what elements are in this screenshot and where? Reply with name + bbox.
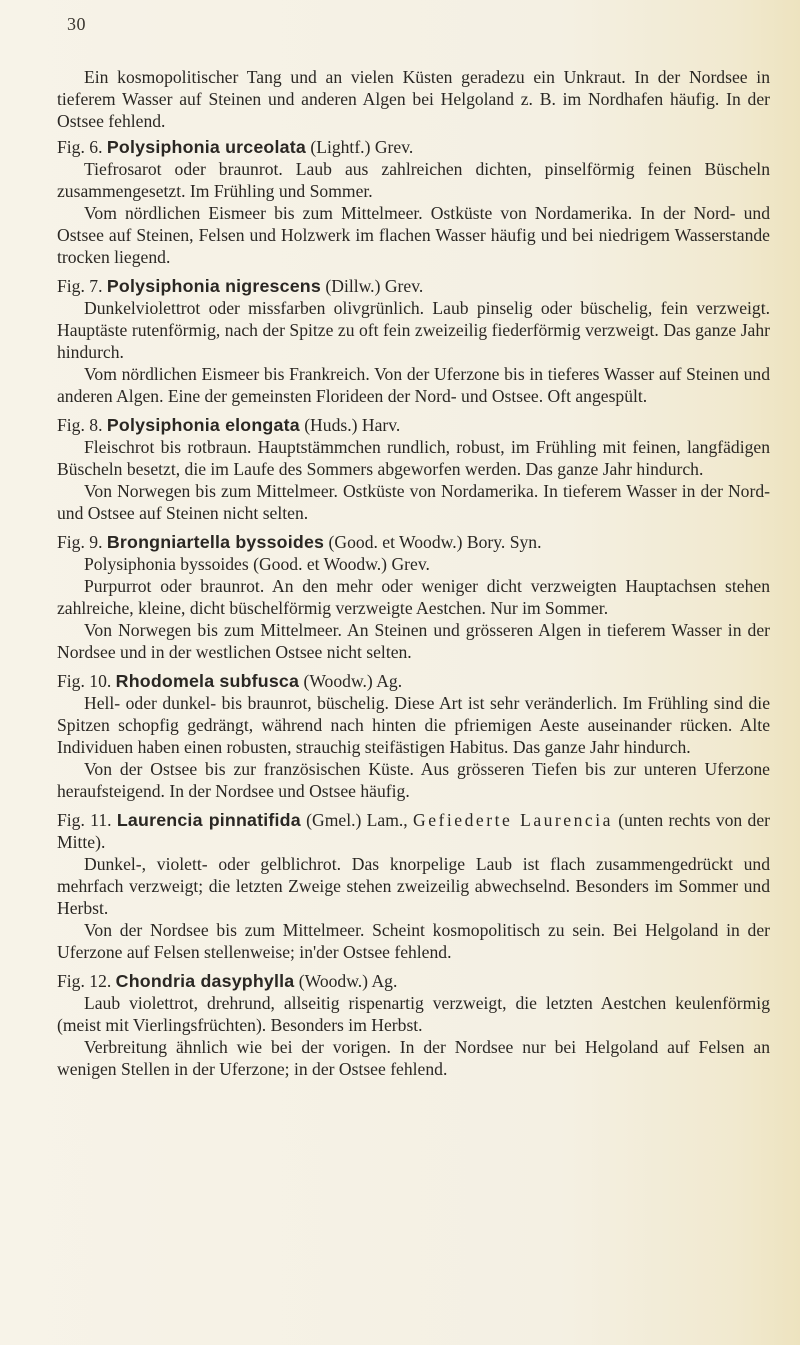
intro-paragraph: Ein kosmopolitischer Tang und an vielen Küsten geradezu ein Unkraut. In der Nordsee in tieferem Wasser auf Steinen und anderen Algen bei Helgoland z. B. im Nordhafen häufig. In der Ostsee fehlend. (57, 67, 770, 131)
species-authority: (Woodw.) Ag. (303, 671, 403, 691)
entry-heading (57, 531, 770, 553)
figure-number: Fig. 10. (57, 671, 112, 691)
distribution-paragraph: Vom nördlichen Eismeer bis Frankreich. Von der Uferzone bis in tieferes Wasser auf Steinen und anderen Algen. Eine der gemeinsten Florideen der Nord- und Ostsee. Oft angespült. (57, 364, 770, 406)
distribution-paragraph: Von der Ostsee bis zur französischen Küste. Aus grösseren Tiefen bis zur unteren Uferzone heraufsteigend. In der Nordsee und Ostsee häufig. (57, 759, 770, 801)
species-authority: (Woodw.) Ag. (298, 971, 398, 991)
species-authority: (Gmel.) Lam., (306, 810, 408, 830)
entry-heading (57, 970, 770, 992)
figure-number: Fig. 11. (57, 810, 112, 830)
entry-heading (57, 136, 770, 158)
entry-fig-11 (57, 809, 770, 963)
figure-number: Fig. 6. (57, 137, 103, 157)
common-name: Gefiederte Laurencia (413, 810, 613, 830)
figure-position-note: (unten rechts von der Mitte). (57, 810, 770, 852)
entry-heading (57, 670, 770, 692)
figure-number: Fig. 9. (57, 532, 103, 552)
species-name: Rhodomela subfusca (115, 671, 300, 691)
species-name: Polysiphonia nigrescens (106, 276, 321, 296)
distribution-paragraph: Verbreitung ähnlich wie bei der vorigen. In der Nordsee nur bei Helgoland auf Felsen an wenigen Stellen in der Uferzone; in der Ostsee fehlend. (57, 1037, 770, 1079)
page-number: 30 (67, 14, 86, 34)
entry-heading (57, 809, 770, 853)
description-paragraph: Purpurrot oder braunrot. An den mehr oder weniger dicht verzweigten Hauptachsen stehen zahlreiche, kleine, dicht büschelförmig verzweigte Aestchen. Nur im Sommer. (57, 576, 770, 618)
entry-fig-12 (57, 970, 770, 1080)
description-paragraph: Fleischrot bis rotbraun. Hauptstämmchen rundlich, robust, im Frühling mit feinen, langfädigen Büscheln besetzt, die im Laufe des Sommers abgeworfen werden. Das ganze Jahr hindurch. (57, 437, 770, 479)
entry-fig-6 (57, 136, 770, 268)
distribution-paragraph: Von Norwegen bis zum Mittelmeer. An Steinen und grösseren Algen in tieferem Wasser in der Nordsee und in der westlichen Ostsee nicht selten. (57, 620, 770, 662)
distribution-paragraph: Von der Nordsee bis zum Mittelmeer. Scheint kosmopolitisch zu sein. Bei Helgoland in der Uferzone auf Felsen stellenweise; in'der Ostsee fehlend. (57, 920, 770, 962)
description-paragraph: Laub violettrot, drehrund, allseitig rispenartig verzweigt, die letzten Aestchen keulenförmig (meist mit Vierlingsfrüchten). Besonders im Herbst. (57, 993, 770, 1035)
description-paragraph: Hell- oder dunkel- bis braunrot, büschelig. Diese Art ist sehr veränderlich. Im Frühling sind die Spitzen schopfig gedrängt, während nach hinten die pfriemigen Aeste auseinander rücken. Alte Individuen haben einen robusten, strauchig steifästigen Habitus. Das ganze Jahr hindurch. (57, 693, 770, 757)
species-authority: (Good. et Woodw.) Bory. Syn. (328, 532, 542, 552)
distribution-paragraph: Vom nördlichen Eismeer bis zum Mittelmeer. Ostküste von Nordamerika. In der Nord- und Ostsee auf Steinen, Felsen und Holzwerk im flachen Wasser häufig und bei niedrigem Wasserstande trocken liegend. (57, 203, 770, 267)
page-body (57, 66, 770, 1080)
species-name: Brongniartella byssoides (106, 532, 325, 552)
description-paragraph: Dunkelviolettrot oder missfarben olivgrünlich. Laub pinselig oder büschelig, fein verzweigt. Hauptäste rutenförmig, nach der Spitze zu oft fein zweizeilig fiederförmig verzweigt. Das ganze Jahr hindurch. (57, 298, 770, 362)
species-name: Chondria dasyphylla (115, 971, 295, 991)
entry-fig-8 (57, 414, 770, 524)
species-authority: (Dillw.) Grev. (325, 276, 424, 296)
species-authority: (Huds.) Harv. (304, 415, 401, 435)
entry-heading (57, 414, 770, 436)
figure-number: Fig. 12. (57, 971, 112, 991)
description-paragraph: Dunkel-, violett- oder gelblichrot. Das knorpelige Laub ist flach zusammengedrückt und mehrfach verzweigt; die letzten Zweige stehen zweizeilig abwechselnd. Besonders im Sommer und Herbst. (57, 854, 770, 918)
entry-fig-9 (57, 531, 770, 663)
figure-number: Fig. 8. (57, 415, 103, 435)
entry-heading (57, 275, 770, 297)
species-name: Polysiphonia urceolata (106, 137, 306, 157)
species-name: Laurencia pinnatifida (116, 810, 301, 830)
figure-number: Fig. 7. (57, 276, 103, 296)
synonym-line: Polysiphonia byssoides (Good. et Woodw.) Grev. (84, 554, 430, 574)
entry-fig-7 (57, 275, 770, 407)
species-name: Polysiphonia elongata (106, 415, 300, 435)
description-paragraph: Tiefrosarot oder braunrot. Laub aus zahlreichen dichten, pinselförmig feinen Büscheln zusammengesetzt. Im Frühling und Sommer. (57, 159, 770, 201)
distribution-paragraph: Von Norwegen bis zum Mittelmeer. Ostküste von Nordamerika. In tieferem Wasser in der Nord- und Ostsee auf Steinen nicht selten. (57, 481, 770, 523)
species-authority: (Lightf.) Grev. (310, 137, 414, 157)
entry-fig-10 (57, 670, 770, 802)
